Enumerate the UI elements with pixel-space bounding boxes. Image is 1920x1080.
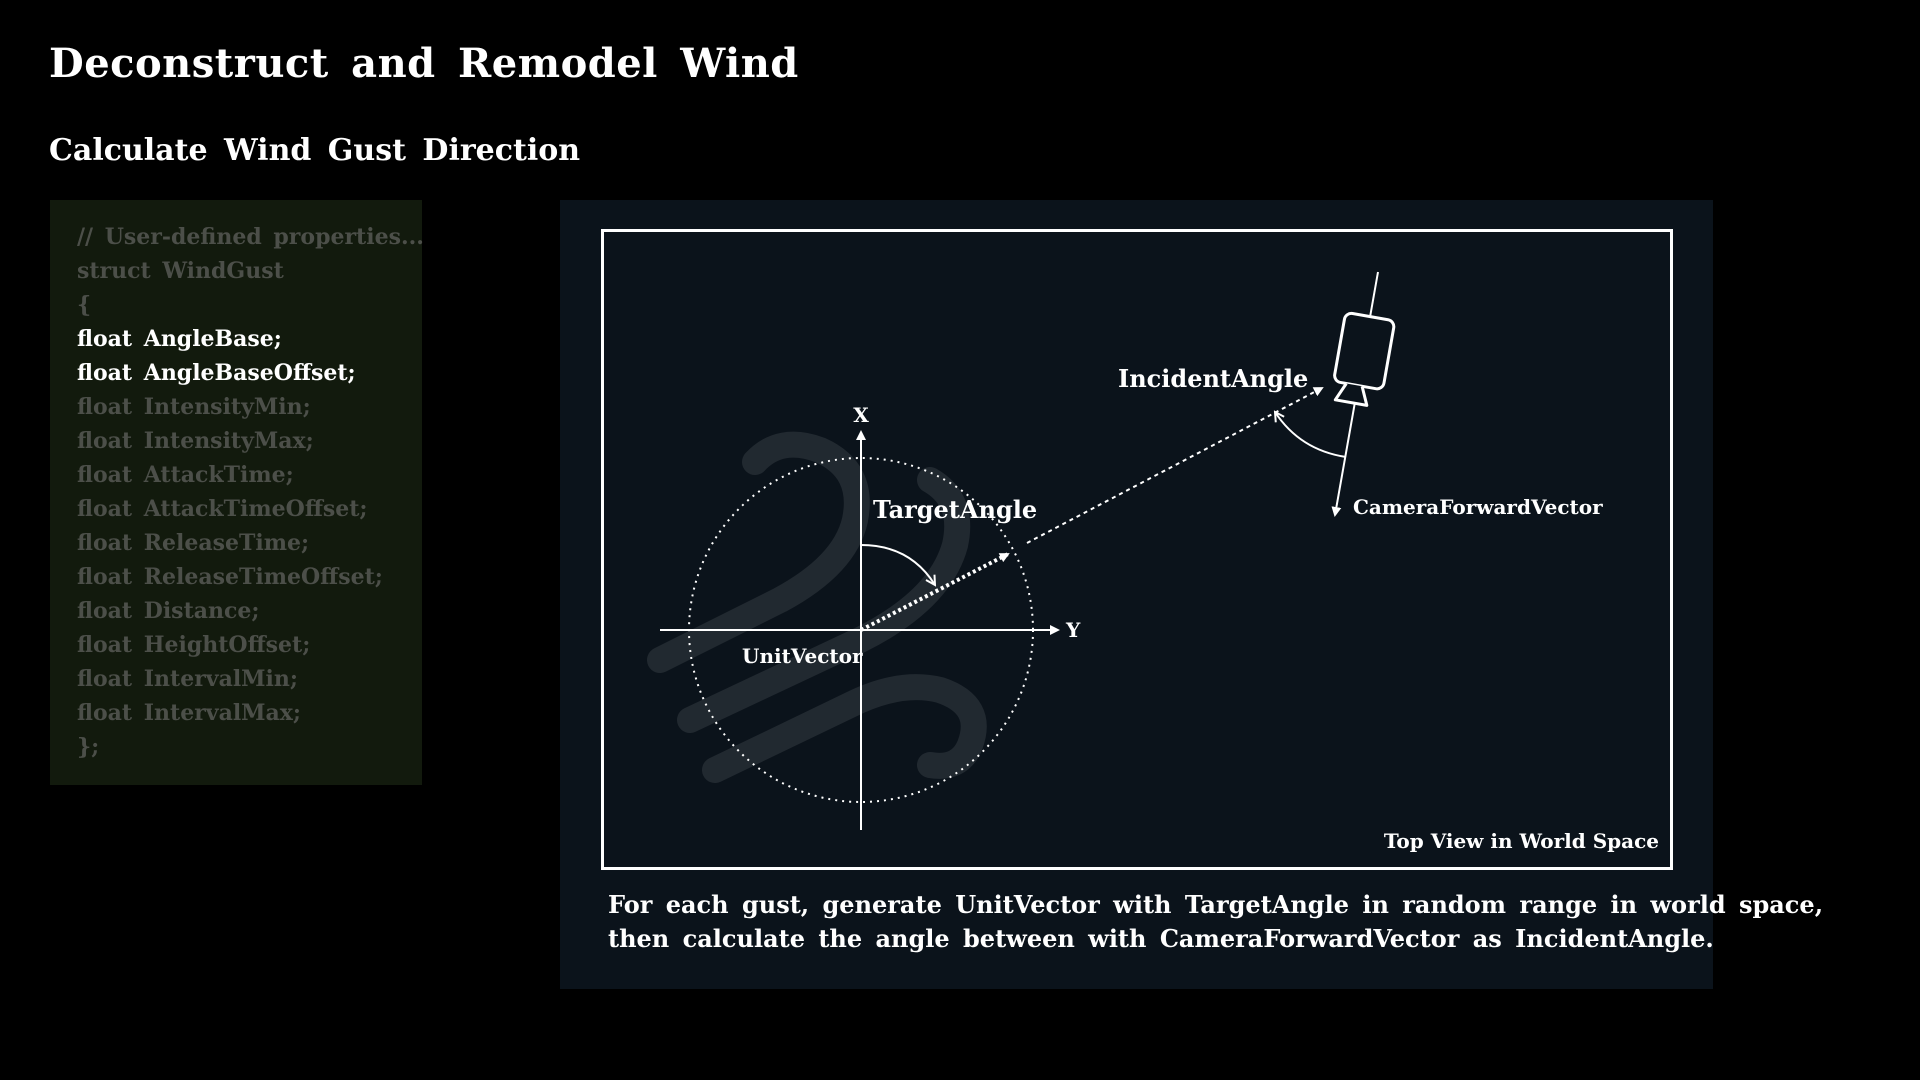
code-line: float ReleaseTimeOffset; bbox=[77, 564, 383, 590]
code-line: float AngleBaseOffset; bbox=[77, 360, 356, 386]
incident-angle-label: IncidentAngle bbox=[1118, 364, 1309, 393]
caption-line-2: then calculate the angle between with CameraForwardVector as IncidentAngle. bbox=[608, 924, 1714, 953]
wind-watermark-icon bbox=[660, 445, 974, 770]
code-line: float IntensityMax; bbox=[77, 428, 314, 454]
top-view-diagram bbox=[560, 200, 1713, 880]
code-line: float IntervalMax; bbox=[77, 700, 302, 726]
code-line: float ReleaseTime; bbox=[77, 530, 310, 556]
code-line: float HeightOffset; bbox=[77, 632, 311, 658]
caption-line-1: For each gust, generate UnitVector with TargetAngle in random range in world space, bbox=[608, 890, 1824, 919]
diagram-panel bbox=[560, 200, 1824, 989]
code-line: float AttackTimeOffset; bbox=[77, 496, 368, 522]
camera-forward-label: CameraForwardVector bbox=[1353, 495, 1603, 519]
camera-icon bbox=[1330, 312, 1395, 407]
code-line: float Distance; bbox=[77, 598, 260, 624]
caption bbox=[608, 888, 1824, 956]
incident-angle-arc bbox=[1275, 412, 1346, 457]
code-line: // User-defined properties... bbox=[77, 224, 424, 250]
unit-vector-label: UnitVector bbox=[742, 644, 863, 668]
code-line: float AttackTime; bbox=[77, 462, 294, 488]
target-angle-label: TargetAngle bbox=[873, 495, 1038, 524]
code-line: struct WindGust bbox=[77, 258, 284, 284]
view-label: Top View in World Space bbox=[1383, 829, 1659, 853]
code-line: float AngleBase; bbox=[77, 326, 282, 352]
section-title: Calculate Wind Gust Direction bbox=[49, 133, 581, 168]
code-line: float IntensityMin; bbox=[77, 394, 311, 420]
x-axis-label: X bbox=[853, 403, 869, 427]
code-line: { bbox=[77, 292, 92, 318]
incident-direction-line bbox=[1027, 388, 1322, 543]
code-line: }; bbox=[77, 734, 100, 760]
y-axis-label: Y bbox=[1066, 618, 1081, 642]
code-panel bbox=[50, 200, 422, 785]
code-line: float IntervalMin; bbox=[77, 666, 299, 692]
slide-title: Deconstruct and Remodel Wind bbox=[49, 40, 799, 87]
